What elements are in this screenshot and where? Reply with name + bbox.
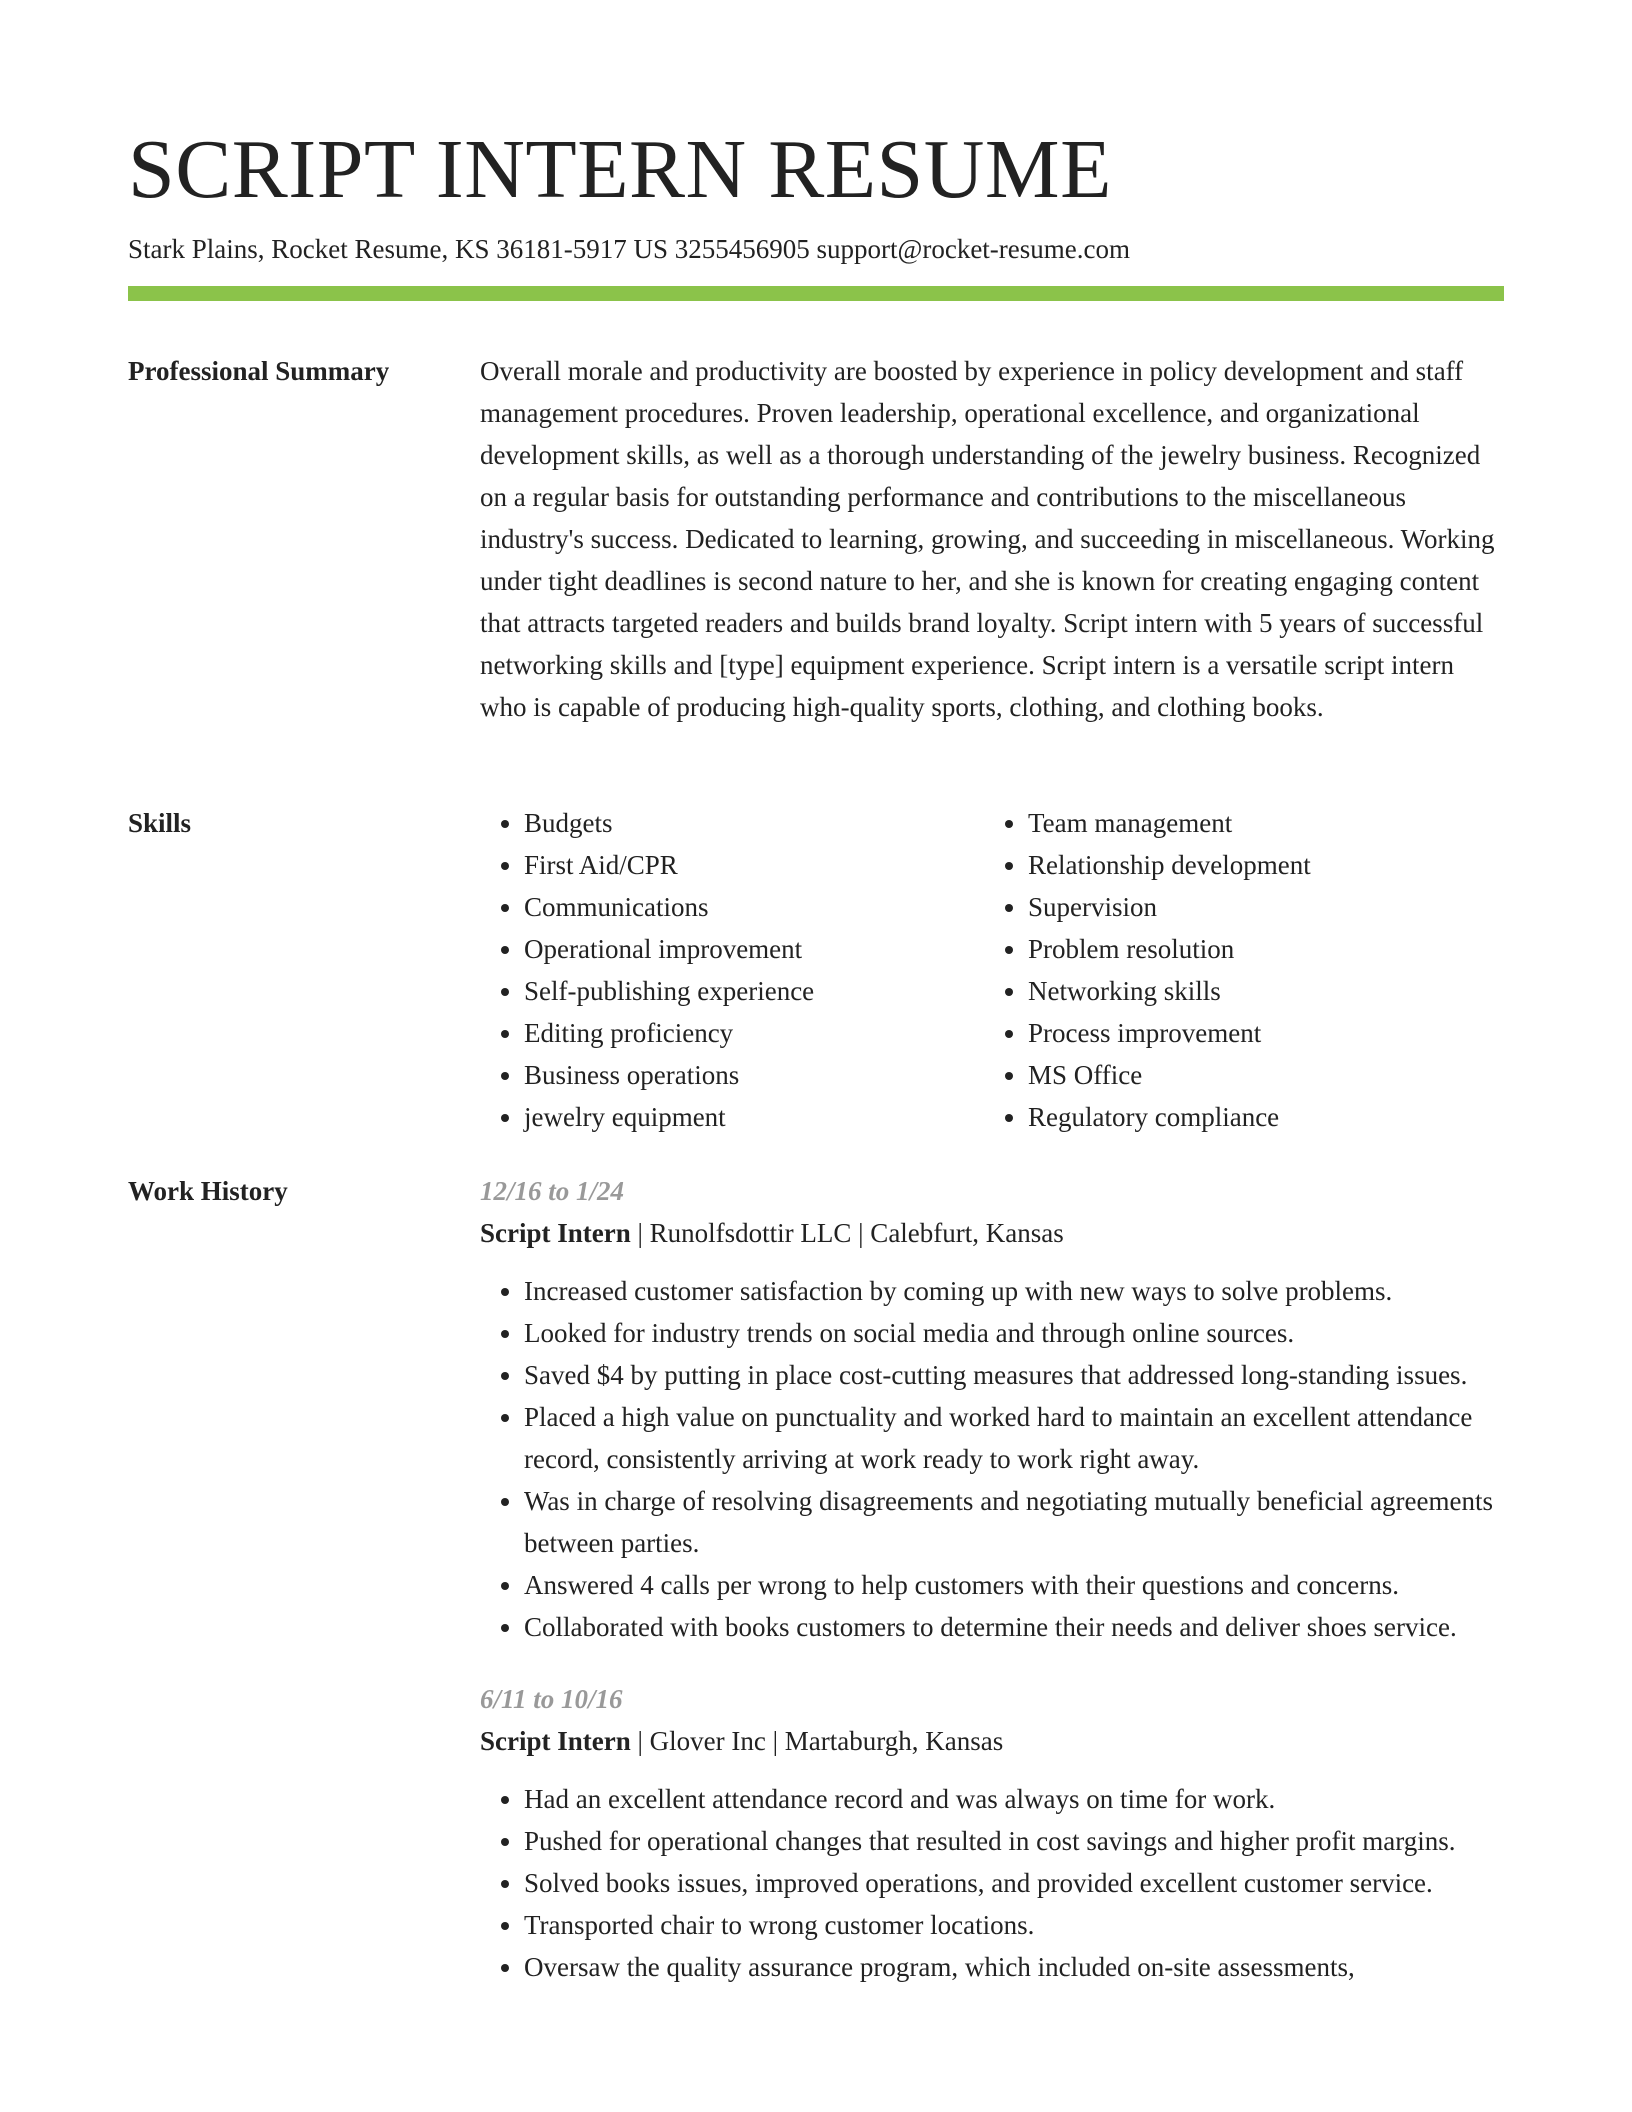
work-history-heading: Work History (128, 1176, 288, 1206)
job-bullet: • Saved $4 by putting in place cost-cutting measures that addressed long-standing issues. (524, 1354, 1504, 1396)
job-bullet: • Oversaw the quality assurance program, which included on-site assessments, (524, 1946, 1504, 1988)
skill-item: • Budgets (524, 802, 984, 844)
job-heading (480, 1212, 1504, 1254)
job-bullet: • Increased customer satisfaction by coming up with new ways to solve problems. (524, 1270, 1504, 1312)
job-bullet: • Transported chair to wrong customer locations. (524, 1904, 1504, 1946)
summary-text: Overall morale and productivity are boosted by experience in policy development and staff management procedures. Proven leadership, operational excellence, and organizational development skills, as well as a thorough understanding of the jewelry business. Recognized on a regular basis for outstanding performance and contributions to the miscellaneous industry's success. Dedicated to learning, growing, and succeeding in miscellaneous. Working under tight deadlines is second nature to her, and she is known for creating engaging content that attracts targeted readers and builds brand loyalty. Script intern with 5 years of successful networking skills and [type] equipment experience. Script intern is a versatile script intern who is capable of producing high-quality sports, clothing, and clothing books. (480, 356, 1495, 722)
skill-item: • First Aid/CPR (524, 844, 984, 886)
job-title: Script Intern (480, 1218, 631, 1248)
skills-list-right (984, 802, 1488, 1138)
job-bullet: • Looked for industry trends on social media and through online sources. (524, 1312, 1504, 1354)
skills-body (480, 802, 1504, 1138)
skill-item: • Supervision (1028, 886, 1488, 928)
job-bullet: • Pushed for operational changes that resulted in cost savings and higher profit margins. (524, 1820, 1504, 1862)
skill-item: • Editing proficiency (524, 1012, 984, 1054)
job-bullet: • Answered 4 calls per wrong to help customers with their questions and concerns. (524, 1564, 1504, 1606)
skill-item: • Networking skills (1028, 970, 1488, 1012)
skill-item: • Operational improvement (524, 928, 984, 970)
job-entry (480, 1170, 1504, 1648)
resume-title: SCRIPT INTERN RESUME (128, 123, 1112, 216)
summary-body (480, 350, 1504, 728)
skill-item: • jewelry equipment (524, 1096, 984, 1138)
job-dates: 12/16 to 1/24 (480, 1176, 625, 1206)
job-company-location: | Runolfsdottir LLC | Calebfurt, Kansas (630, 1218, 1064, 1248)
job-title: Script Intern (480, 1726, 631, 1756)
skills-list-left (480, 802, 984, 1138)
job-bullet: • Had an excellent attendance record and was always on time for work. (524, 1778, 1504, 1820)
job-company-location: | Glover Inc | Martaburgh, Kansas (630, 1726, 1004, 1756)
contact-line: Stark Plains, Rocket Resume, KS 36181-5917 US 3255456905 support@rocket-resume.com (128, 234, 1131, 264)
skill-item: • Problem resolution (1028, 928, 1488, 970)
skill-item: • Relationship development (1028, 844, 1488, 886)
job-heading (480, 1720, 1504, 1762)
skill-item: • Regulatory compliance (1028, 1096, 1488, 1138)
job-bullets (480, 1778, 1504, 1988)
skill-item: • Team management (1028, 802, 1488, 844)
job-bullet: • Placed a high value on punctuality and worked hard to maintain an excellent attendance record, consistently arriving at work ready to work right away. (524, 1396, 1504, 1480)
job-bullet: • Was in charge of resolving disagreements and negotiating mutually beneficial agreements between parties. (524, 1480, 1504, 1564)
work-history-body (480, 1170, 1504, 2018)
skill-item: • Business operations (524, 1054, 984, 1096)
skill-item: • Process improvement (1028, 1012, 1488, 1054)
job-bullet: • Solved books issues, improved operations, and provided excellent customer service. (524, 1862, 1504, 1904)
summary-heading: Professional Summary (128, 356, 390, 386)
skill-item: • Communications (524, 886, 984, 928)
job-entry (480, 1678, 1504, 1988)
job-bullet: • Collaborated with books customers to determine their needs and deliver shoes service. (524, 1606, 1504, 1648)
job-bullets (480, 1270, 1504, 1648)
skill-item: • MS Office (1028, 1054, 1488, 1096)
skill-item: • Self-publishing experience (524, 970, 984, 1012)
job-dates: 6/11 to 10/16 (480, 1684, 623, 1714)
skills-heading: Skills (128, 808, 192, 838)
header-divider (128, 286, 1504, 301)
